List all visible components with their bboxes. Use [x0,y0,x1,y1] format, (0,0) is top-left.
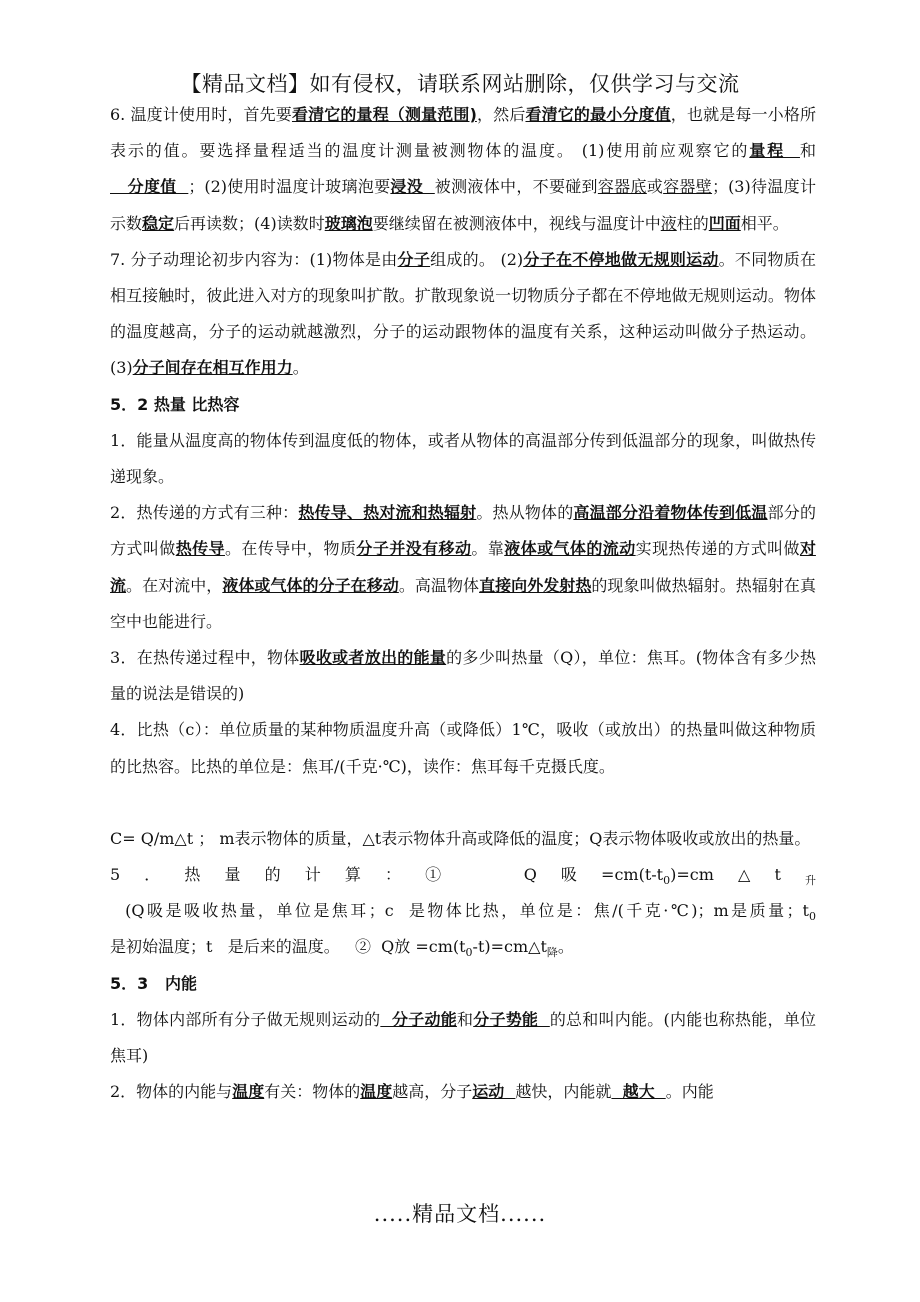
text: 或 [646,177,664,197]
key-term: 高温部分沿着物体传到低温 [573,503,768,523]
key-term: 分子势能 [473,1009,550,1029]
text: 。不同物质在相互接触时，彼此进入对方的现象叫扩散。扩散现象说一切物质分子都在不停地做无规则运动。物体的温度越高，分子的运动就越激烈，分子的运动跟物体的温度有关系，这种运动叫做分子热运动。(3) [110,249,816,378]
key-term: 玻璃泡 [324,213,373,233]
text: ，也就是每一小格所表示的值。要选择量程适当的温度计测量被测物体的温度。 (1)使用前应观察它的 [110,105,816,161]
text: 的现象叫做热辐射。热辐射在真空中也能进行。 [110,575,816,631]
text: 。在传导中，物质 [224,539,357,559]
text: 是初始温度；t 是后来的温度。 ② Q放 =cm(t [110,937,466,957]
text: 7. 分子动理论初步内容为：(1)物体是由 [110,249,398,269]
text: 5．热量的计算：① Q吸=cm(t-t [110,865,664,885]
text: ；(3)待温度计示数 [110,177,816,233]
text: 有关：物体的 [264,1082,361,1102]
document-body [110,97,816,1110]
text: 要继续留在被测液体中，视线与温度计中 [372,213,661,233]
page-footer: .....精品文档...... [373,1202,547,1226]
text: 。内能 [665,1082,714,1102]
key-term: 分子动能 [380,1009,457,1029]
underlined-term: 容器壁 [663,177,713,197]
specific-heat-formula: C= Q/m△t ； m表示物体的质量，△t表示物体升高或降低的温度；Q表示物体吸收或放出的热量。 [110,828,811,848]
text: (Q吸是吸收热量，单位是焦耳；c 是物体比热，单位是：焦/(千克·℃)；m是质量；t [110,901,809,921]
key-term: 稳定 [142,213,175,233]
key-term: 浸没 [390,177,435,197]
key-term: 分子 [397,249,431,269]
text: 。在对流中， [126,575,223,595]
key-term: 运动 [472,1082,516,1102]
key-term: 液体或气体的分子在移动 [222,575,399,595]
text: -t)=cm△t [472,937,547,957]
key-term: 凹面 [708,213,741,233]
key-term: 看清它的量程（测量范围) [291,105,477,124]
key-term: 吸收或者放出的能量 [299,648,447,668]
key-term: 看清它的最小分度值 [525,105,671,124]
text: 越快，内能就 [515,1082,612,1102]
key-term: 量程 [749,141,800,161]
section-heading-5-2: 5．2 热量 比热容 [110,394,240,414]
text: 。高温物体 [398,575,480,595]
subscript: 升 [780,874,816,888]
subscript: 0 [809,910,816,924]
key-term: 分子并没有移动 [356,539,472,559]
text: 6. 温度计使用时，首先要 [110,105,292,124]
text: 和 [456,1009,474,1029]
key-term: 越大 [611,1082,666,1102]
key-term: 分子间存在相互作用力 [132,358,293,378]
internal-energy-temperature [110,1074,816,1110]
text: 。 [557,937,574,957]
underlined-term: 容器底 [597,177,647,197]
key-term: 对流 [110,539,816,595]
subscript: 降 [546,946,558,960]
text: 和 [799,141,816,161]
key-term: 分度值 [110,177,189,197]
text: 的总和叫内能。(内能也称热能，单位焦耳) [110,1009,816,1066]
section-heading-5-3: 5．3 内能 [110,973,197,993]
text: 越高，分子 [392,1082,473,1102]
text: 部分的方式叫做 [110,503,816,559]
heat-transfer-modes [110,495,816,640]
text: )=cm△t [670,865,781,885]
text: 2．热传递的方式有三种： [110,503,299,523]
heat-calculation [110,857,816,966]
subscript: 0 [465,946,473,960]
internal-energy-definition [110,1002,816,1074]
heat-transfer-definition: 1．能量从温度高的物体传到温度低的物体，或者从物体的高温部分传到低温部分的现象，叫做热传递现象。 [110,430,816,487]
text: ；(2)使用时温度计玻璃泡要 [188,177,391,197]
text: 。靠 [471,539,505,559]
text: 后再读数；(4)读数时 [174,213,325,233]
subscript: 0 [663,874,671,888]
text: 被测液体中，不要碰到 [434,177,598,197]
heat-quantity-definition [110,640,816,712]
key-term: 热传导、热对流和热辐射 [298,503,477,523]
text: 2．物体的内能与 [110,1082,233,1102]
key-term: 热传导 [175,539,225,559]
text: 组成的。 (2) [430,249,524,269]
text: ，然后 [476,105,526,124]
text: 3．在热传递过程中，物体 [110,648,300,668]
text: 。 [292,358,309,378]
specific-heat-definition: 4．比热（c）：单位质量的某种物质温度升高（或降低）1℃，吸收（或放出）的热量叫做这种物质的比热容。比热的单位是：焦耳/(千克·℃)，读作：焦耳每千克摄氏度。 [110,720,816,776]
item-6-thermometer [110,97,816,242]
text: 的多少叫热量（Q），单位：焦耳。(物体含有多少热量的说法是错误的) [110,648,816,704]
text: 。热从物体的 [476,503,574,523]
text: 实现热传递的方式叫做 [635,539,800,559]
text: 柱的 [676,213,709,233]
key-term: 液体或气体的流动 [504,539,636,559]
text: 相平。 [740,213,789,233]
item-7-molecular-theory [110,242,816,387]
underlined-term: 液 [660,213,677,233]
key-term: 温度 [360,1082,393,1102]
key-term: 分子在不停地做无规则运动 [523,249,719,269]
text: 1．物体内部所有分子做无规则运动的 [110,1009,381,1029]
key-term: 温度 [232,1082,265,1102]
key-term: 直接向外发射热 [479,575,592,595]
page-header: 【精品文档】如有侵权，请联系网站删除，仅供学习与交流 [180,72,740,96]
